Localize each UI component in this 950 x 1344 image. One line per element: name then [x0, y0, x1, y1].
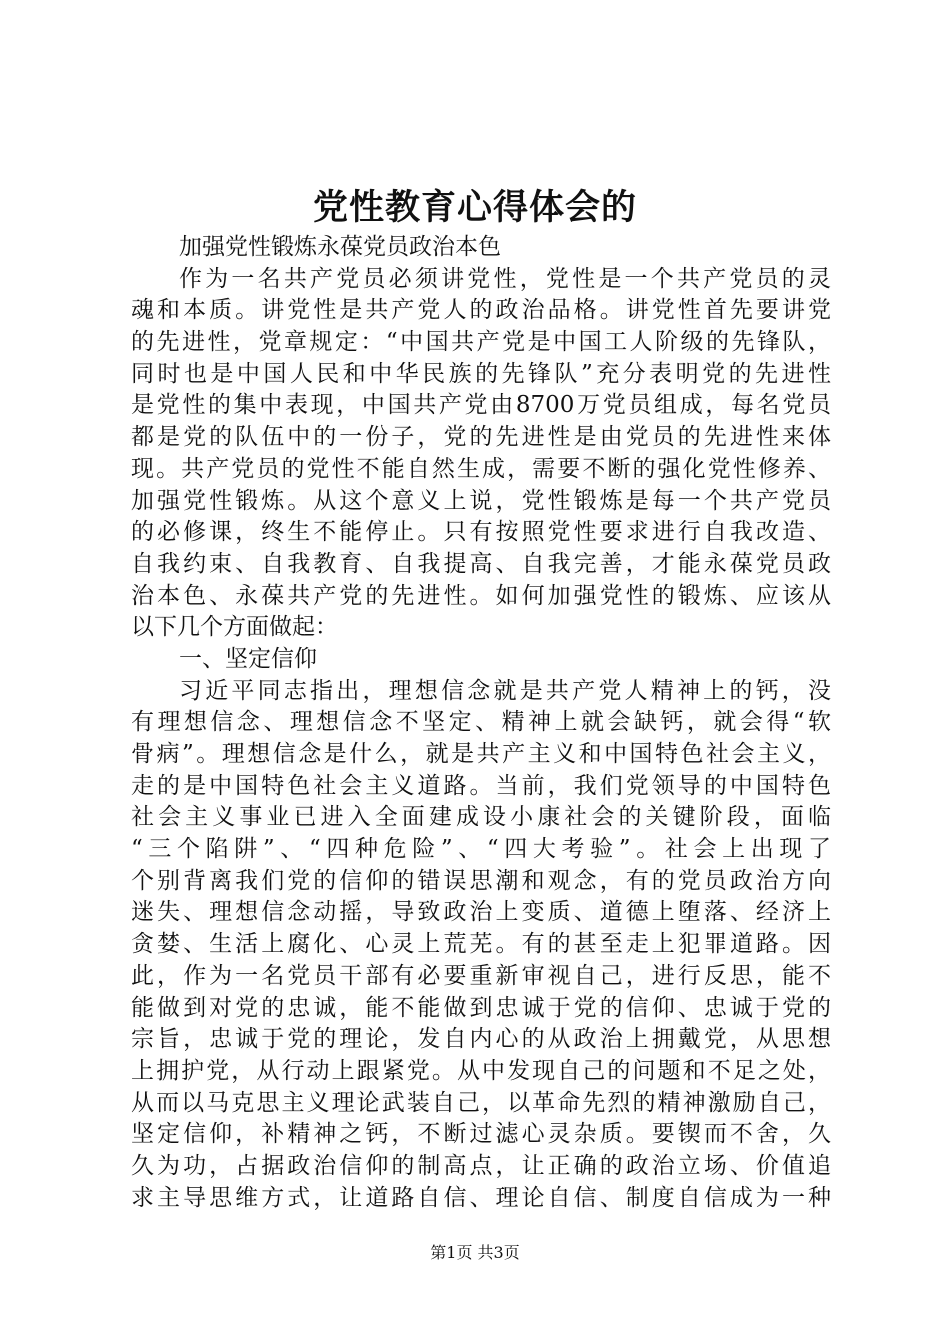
- text-line: 社会主义事业已进入全面建成设小康社会的关键阶段，面临: [131, 804, 831, 831]
- text-line: 的必修课，终生不能停止。只有按照党性要求进行自我改造、: [131, 519, 831, 546]
- text-line: 都是党的队伍中的一份子，党的先进性是由党员的先进性来体: [131, 424, 831, 451]
- text-line: 习近平同志指出，理想信念就是共产党人精神上的钙，没: [179, 677, 831, 704]
- document-body: [131, 232, 831, 1214]
- text-line: 个别背离我们党的信仰的错误思潮和观念，有的党员政治方向: [131, 867, 831, 894]
- text-line: 求主导思维方式，让道路自信、理论自信、制度自信成为一种: [131, 1184, 831, 1211]
- text-line: 现。共产党员的党性不能自然生成，需要不断的强化党性修养、: [131, 455, 831, 482]
- text-line: 宗旨，忠诚于党的理论，发自内心的从政治上拥戴党，从思想: [131, 1026, 831, 1053]
- text-line: 魂和本质。讲党性是共产党人的政治品格。讲党性首先要讲党: [131, 297, 831, 324]
- text-line: 贪婪、生活上腐化、心灵上荒芜。有的甚至走上犯罪道路。因: [131, 931, 831, 958]
- text-line: 能做到对党的忠诚，能不能做到忠诚于党的信仰、忠诚于党的: [131, 994, 831, 1021]
- text-line: 是党性的集中表现，中国共产党由8700万党员组成，每名党员: [131, 392, 831, 419]
- text-line: 上拥护党，从行动上跟紧党。从中发现自己的问题和不足之处，: [131, 1057, 831, 1084]
- text-line: 久为功，占据政治信仰的制高点，让正确的政治立场、价值追: [131, 1152, 831, 1179]
- text-line: 自我约束、自我教育、自我提高、自我完善，才能永葆党员政: [131, 550, 831, 577]
- text-line: 同时也是中国人民和中华民族的先锋队”充分表明党的先进性: [131, 360, 831, 387]
- text-line: 的先进性，党章规定：“中国共产党是中国工人阶级的先锋队，: [131, 329, 831, 356]
- text-line: 作为一名共产党员必须讲党性，党性是一个共产党员的灵: [179, 265, 831, 292]
- text-line: 治本色、永葆共产党的先进性。如何加强党性的锻炼、应该从: [131, 582, 831, 609]
- text-line: 一、坚定信仰: [179, 645, 317, 672]
- text-line: 此，作为一名党员干部有必要重新审视自己，进行反思，能不: [131, 962, 831, 989]
- text-line: 加强党性锻炼。从这个意义上说，党性锻炼是每一个共产党员: [131, 487, 831, 514]
- text-line: 骨病”。理想信念是什么，就是共产主义和中国特色社会主义，: [131, 741, 831, 767]
- document-title: 党性教育心得体会的: [312, 187, 637, 228]
- text-line: 从而以马克思主义理论武装自己，以革命先烈的精神激励自己，: [131, 1089, 831, 1116]
- text-line: 迷失、理想信念动摇，导致政治上变质、道德上堕落、经济上: [131, 899, 831, 926]
- text-line: 走的是中国特色社会主义道路。当前，我们党领导的中国特色: [131, 772, 831, 799]
- text-line: 坚定信仰，补精神之钙，不断过滤心灵杂质。要锲而不舍，久: [131, 1121, 831, 1148]
- text-line: “三个陷阱”、“四种危险”、“四大考验”。社会上出现了: [131, 836, 831, 863]
- text-line: 以下几个方面做起：: [131, 614, 338, 641]
- text-line: 有理想信念、理想信念不坚定、精神上就会缺钙，就会得“软: [131, 709, 831, 736]
- text-line: 加强党性锻炼永葆党员政治本色: [179, 234, 501, 260]
- page-footer: 第1页 共3页: [430, 1243, 520, 1262]
